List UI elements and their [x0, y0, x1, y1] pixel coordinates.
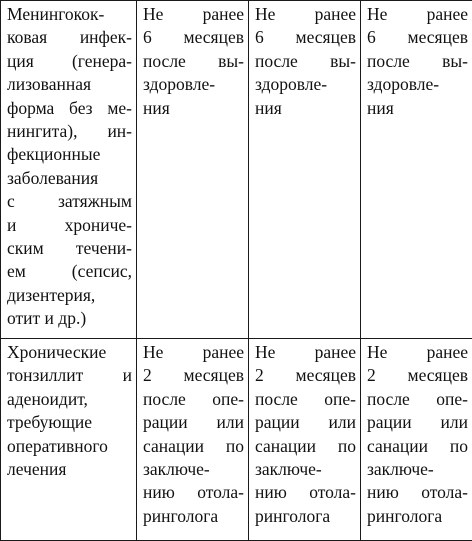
period-cell [361, 1, 472, 339]
cell-text-line: ния [367, 97, 468, 120]
cell-text-line: Не ранее [367, 3, 468, 26]
cell-text-line: Не ранее [255, 341, 356, 364]
cell-text-line: ция (генера- [7, 50, 132, 73]
cell-text-line: после опе- [367, 388, 468, 411]
cell-text-line: Не ранее [143, 341, 244, 364]
cell-text-line: Менингокок- [7, 3, 132, 26]
cell-text-line: тонзиллит и [7, 364, 132, 387]
condition-cell [1, 339, 137, 541]
cell-text-line: 2 месяцев [255, 364, 356, 387]
cell-text-line: отит и др.) [7, 307, 132, 330]
cell-text-line: 6 месяцев [143, 26, 244, 49]
cell-text-line: заключе- [255, 458, 356, 481]
cell-text-line: Хронические [7, 341, 132, 364]
cell-text-line: 6 месяцев [367, 26, 468, 49]
period-cell [137, 339, 249, 541]
cell-text-line: ем (сепсис, [7, 260, 132, 283]
cell-text-line: ринголога [367, 505, 468, 528]
cell-text-line: требующие [7, 411, 132, 434]
cell-text-line: лизованная [7, 73, 132, 96]
cell-text-line: после вы- [367, 50, 468, 73]
cell-text-line: Не ранее [367, 341, 468, 364]
cell-text-line: после вы- [143, 50, 244, 73]
cell-text-line: после опе- [143, 388, 244, 411]
cell-text-line: Не ранее [143, 3, 244, 26]
cell-text-line: здоровле- [367, 73, 468, 96]
period-cell [249, 1, 361, 339]
cell-text-line: после вы- [255, 50, 356, 73]
cell-text-line: ринголога [255, 505, 356, 528]
cell-text-line: 6 месяцев [255, 26, 356, 49]
cell-text-line: Не ранее [255, 3, 356, 26]
cell-text-line: 2 месяцев [143, 364, 244, 387]
cell-text-line: ния [255, 97, 356, 120]
cell-text-line: ковая инфек- [7, 26, 132, 49]
table-row [1, 339, 472, 541]
cell-text-line: рации или [367, 411, 468, 434]
cell-text-line: после опе- [255, 388, 356, 411]
period-cell [361, 339, 472, 541]
period-cell [249, 339, 361, 541]
cell-text-line: здоровле- [255, 73, 356, 96]
cell-text-line: 2 месяцев [367, 364, 468, 387]
cell-text-line: ринголога [143, 505, 244, 528]
cell-text-line: оперативного [7, 435, 132, 458]
cell-text-line: санации по [367, 435, 468, 458]
cell-text-line: нию отола- [367, 481, 468, 504]
cell-text-line: заболевания [7, 167, 132, 190]
cell-text-line: нию отола- [255, 481, 356, 504]
condition-cell [1, 1, 137, 339]
cell-text-line: здоровле- [143, 73, 244, 96]
cell-text-line: нингита), ин- [7, 120, 132, 143]
cell-text-line: ским течени- [7, 237, 132, 260]
cell-text-line: рации или [143, 411, 244, 434]
cell-text-line: фекционные [7, 143, 132, 166]
cell-text-line: санации по [143, 435, 244, 458]
cell-text-line: и хрониче- [7, 214, 132, 237]
cell-text-line: санации по [255, 435, 356, 458]
table-row [1, 1, 472, 339]
cell-text-line: форма без ме- [7, 97, 132, 120]
cell-text-line: нию отола- [143, 481, 244, 504]
cell-text-line: ния [143, 97, 244, 120]
cell-text-line: аденоидит, [7, 388, 132, 411]
cell-text-line: лечения [7, 458, 132, 481]
cell-text-line: заключе- [367, 458, 468, 481]
cell-text-line: рации или [255, 411, 356, 434]
cell-text-line: заключе- [143, 458, 244, 481]
cell-text-line: с затяжным [7, 190, 132, 213]
cell-text-line: дизентерия, [7, 284, 132, 307]
period-cell [137, 1, 249, 339]
